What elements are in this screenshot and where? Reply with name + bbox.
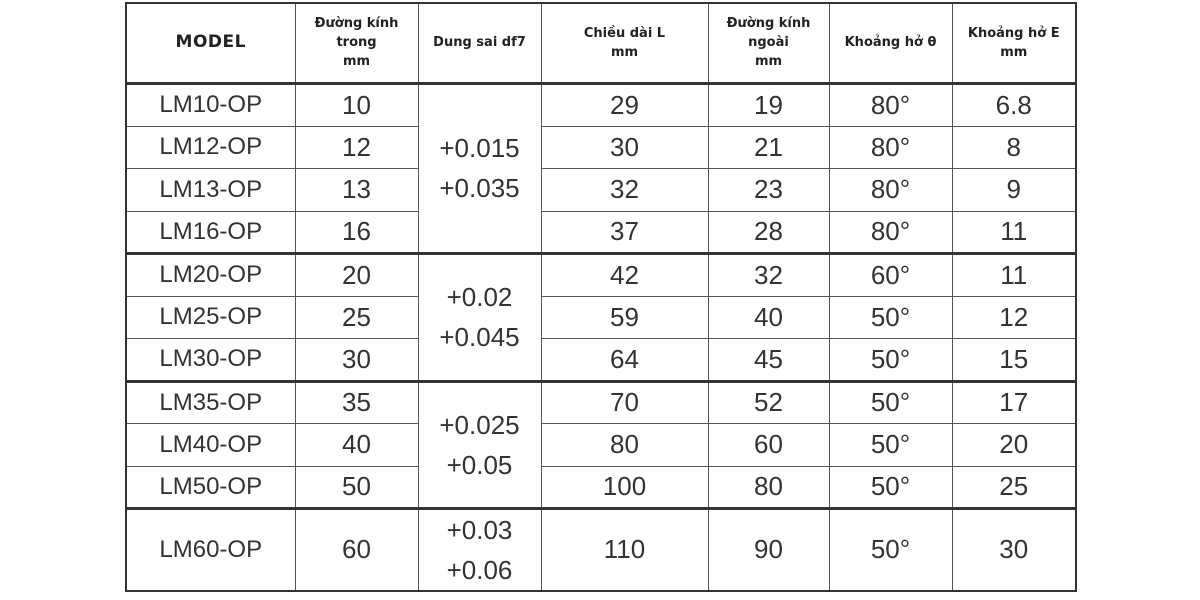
model-cell: LM60-OP <box>126 508 295 591</box>
tolerance-upper: +0.03 <box>446 514 513 545</box>
model-cell: LM20-OP <box>126 253 295 296</box>
header-line: mm <box>754 54 783 70</box>
inner-diameter-cell: 13 <box>295 168 418 211</box>
gap-e-cell: 11 <box>952 211 1076 253</box>
header-line: Dung sai df7 <box>433 35 526 51</box>
outer-diameter-cell: 32 <box>708 253 829 296</box>
model-cell: LM30-OP <box>126 338 295 381</box>
length-cell: 70 <box>541 381 708 423</box>
gap-angle-cell: 80° <box>829 83 952 126</box>
inner-diameter-cell: 16 <box>295 211 418 253</box>
tolerance-lower: +0.035 <box>439 173 520 203</box>
gap-e-cell: 6.8 <box>952 83 1076 126</box>
gap-angle-cell: 60° <box>829 253 952 296</box>
gap-angle-cell: 80° <box>829 211 952 253</box>
header-inner-diameter <box>295 3 418 83</box>
outer-diameter-cell: 52 <box>708 381 829 423</box>
header-line: mm <box>610 44 639 60</box>
outer-diameter-cell: 45 <box>708 338 829 381</box>
tolerance-lower: +0.045 <box>439 322 520 352</box>
gap-angle-cell: 50° <box>829 423 952 466</box>
header-line: Khoảng hở E <box>967 25 1060 41</box>
length-cell: 100 <box>541 466 708 508</box>
gap-angle-cell: 80° <box>829 168 952 211</box>
table-row <box>126 168 1076 211</box>
gap-e-cell: 20 <box>952 423 1076 466</box>
model-cell: LM25-OP <box>126 296 295 338</box>
table-row <box>126 296 1076 338</box>
gap-e-cell: 30 <box>952 508 1076 591</box>
gap-angle-cell: 50° <box>829 296 952 338</box>
table-row <box>126 83 1076 126</box>
header-line: ngoài <box>748 35 789 51</box>
header-row <box>126 3 1076 83</box>
gap-e-cell: 17 <box>952 381 1076 423</box>
table-row <box>126 338 1076 381</box>
model-cell: LM12-OP <box>126 126 295 168</box>
length-cell: 80 <box>541 423 708 466</box>
outer-diameter-cell: 23 <box>708 168 829 211</box>
gap-angle-cell: 50° <box>829 466 952 508</box>
table-row <box>126 423 1076 466</box>
tolerance-cell <box>418 381 541 508</box>
outer-diameter-cell: 80 <box>708 466 829 508</box>
header-outer-diameter <box>708 3 829 83</box>
header-gap-angle <box>829 3 952 83</box>
gap-e-cell: 8 <box>952 126 1076 168</box>
gap-angle-cell: 50° <box>829 381 952 423</box>
table-row <box>126 253 1076 296</box>
header-line: trong <box>336 35 377 51</box>
gap-angle-cell: 50° <box>829 338 952 381</box>
table-row <box>126 126 1076 168</box>
inner-diameter-cell: 35 <box>295 381 418 423</box>
outer-diameter-cell: 19 <box>708 83 829 126</box>
header-model-label: MODEL <box>175 32 246 53</box>
inner-diameter-cell: 25 <box>295 296 418 338</box>
tolerance-lower: +0.06 <box>446 554 513 585</box>
bearing-spec-table <box>125 2 1077 592</box>
table-row <box>126 466 1076 508</box>
tolerance-upper: +0.015 <box>439 133 520 163</box>
length-cell: 32 <box>541 168 708 211</box>
inner-diameter-cell: 10 <box>295 83 418 126</box>
length-cell: 37 <box>541 211 708 253</box>
inner-diameter-cell: 50 <box>295 466 418 508</box>
model-cell: LM16-OP <box>126 211 295 253</box>
header-line: Khoảng hở θ <box>844 35 937 51</box>
inner-diameter-cell: 20 <box>295 253 418 296</box>
length-cell: 64 <box>541 338 708 381</box>
tolerance-upper: +0.02 <box>446 282 513 312</box>
outer-diameter-cell: 90 <box>708 508 829 591</box>
header-length <box>541 3 708 83</box>
table-row <box>126 211 1076 253</box>
header-line: Đường kính <box>314 16 399 32</box>
length-cell: 42 <box>541 253 708 296</box>
header-tolerance <box>418 3 541 83</box>
tolerance-cell <box>418 83 541 253</box>
inner-diameter-cell: 60 <box>295 508 418 591</box>
header-line: Chiều dài L <box>583 25 666 41</box>
gap-angle-cell: 50° <box>829 508 952 591</box>
header-model <box>126 3 295 83</box>
length-cell: 30 <box>541 126 708 168</box>
gap-e-cell: 15 <box>952 338 1076 381</box>
inner-diameter-cell: 30 <box>295 338 418 381</box>
tolerance-upper: +0.025 <box>439 409 520 440</box>
header-gap-e <box>952 3 1076 83</box>
outer-diameter-cell: 60 <box>708 423 829 466</box>
gap-e-cell: 9 <box>952 168 1076 211</box>
inner-diameter-cell: 40 <box>295 423 418 466</box>
tolerance-lower: +0.05 <box>446 449 513 480</box>
header-line: mm <box>342 54 371 70</box>
model-cell: LM13-OP <box>126 168 295 211</box>
outer-diameter-cell: 28 <box>708 211 829 253</box>
length-cell: 59 <box>541 296 708 338</box>
tolerance-cell <box>418 508 541 591</box>
header-line: mm <box>1000 44 1028 60</box>
model-cell: LM10-OP <box>126 83 295 126</box>
tolerance-cell <box>418 253 541 381</box>
model-cell: LM35-OP <box>126 381 295 423</box>
outer-diameter-cell: 40 <box>708 296 829 338</box>
inner-diameter-cell: 12 <box>295 126 418 168</box>
length-cell: 29 <box>541 83 708 126</box>
header-line: Đường kính <box>726 16 811 32</box>
model-cell: LM50-OP <box>126 466 295 508</box>
spec-table-wrapper <box>125 2 1077 592</box>
gap-angle-cell: 80° <box>829 126 952 168</box>
length-cell: 110 <box>541 508 708 591</box>
gap-e-cell: 11 <box>952 253 1076 296</box>
model-cell: LM40-OP <box>126 423 295 466</box>
table-row <box>126 508 1076 591</box>
gap-e-cell: 25 <box>952 466 1076 508</box>
outer-diameter-cell: 21 <box>708 126 829 168</box>
table-row <box>126 381 1076 423</box>
gap-e-cell: 12 <box>952 296 1076 338</box>
